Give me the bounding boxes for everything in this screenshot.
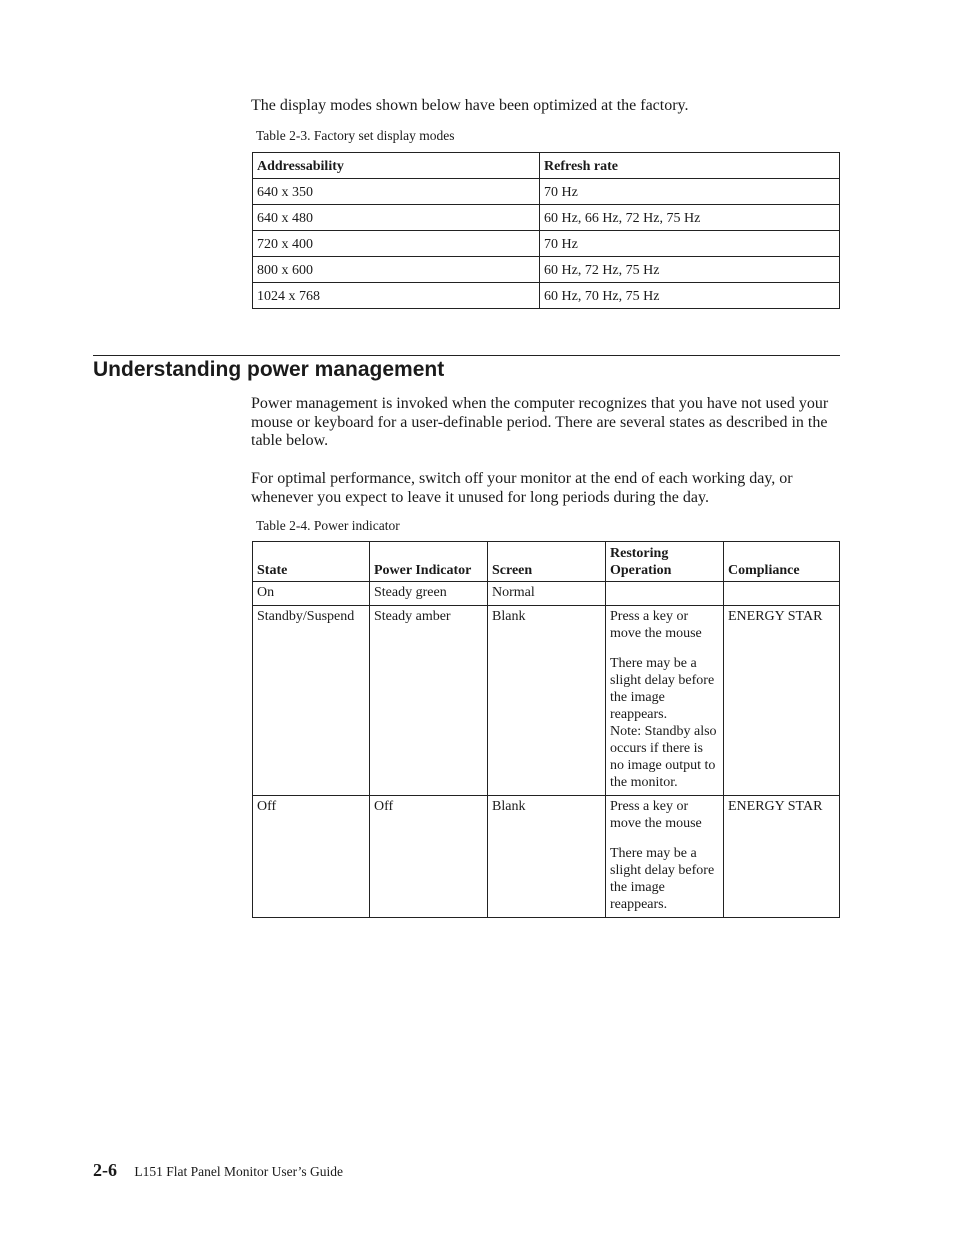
table-cell: 70 Hz xyxy=(540,179,840,205)
table-cell: 800 x 600 xyxy=(253,257,540,283)
table-cell: 720 x 400 xyxy=(253,231,540,257)
state-cell: Standby/Suspend xyxy=(253,606,370,796)
restore-cell xyxy=(606,582,724,606)
table-cell: 60 Hz, 66 Hz, 72 Hz, 75 Hz xyxy=(540,205,840,231)
table-cell: 70 Hz xyxy=(540,231,840,257)
restore-delay-note: There may be a slight delay before the image reappears. xyxy=(610,656,715,722)
table-row xyxy=(253,179,840,205)
table-row xyxy=(253,796,840,918)
intro-text: The display modes shown below have been optimized at the factory. xyxy=(251,97,689,114)
restore-instruction: Press a key or move the mouse xyxy=(610,799,702,831)
table-caption: Table 2-4. Power indicator xyxy=(256,518,400,533)
table-row xyxy=(253,606,840,796)
document-title: L151 Flat Panel Monitor User’s Guide xyxy=(134,1164,343,1179)
column-header: Power Indicator xyxy=(370,542,488,582)
compliance-cell: ENERGY STAR xyxy=(724,606,840,796)
restore-cell xyxy=(606,796,724,918)
table-row xyxy=(253,205,840,231)
indicator-cell: Steady amber xyxy=(370,606,488,796)
table-cell: 1024 x 768 xyxy=(253,283,540,309)
table-row xyxy=(253,231,840,257)
restore-cell xyxy=(606,606,724,796)
indicator-cell: Steady green xyxy=(370,582,488,606)
table-row xyxy=(253,257,840,283)
column-header: Refresh rate xyxy=(540,153,840,179)
display-modes-table xyxy=(252,152,840,309)
column-header: State xyxy=(253,542,370,582)
table-row xyxy=(253,283,840,309)
column-header: Addressability xyxy=(253,153,540,179)
table-cell: 640 x 480 xyxy=(253,205,540,231)
state-cell: On xyxy=(253,582,370,606)
screen-cell: Blank xyxy=(488,606,606,796)
screen-cell: Blank xyxy=(488,796,606,918)
page-number: 2-6 xyxy=(93,1160,117,1180)
table-cell: 60 Hz, 72 Hz, 75 Hz xyxy=(540,257,840,283)
page-footer xyxy=(93,1160,343,1181)
column-header: Screen xyxy=(488,542,606,582)
table-cell: 60 Hz, 70 Hz, 75 Hz xyxy=(540,283,840,309)
screen-cell: Normal xyxy=(488,582,606,606)
table-header-row xyxy=(253,542,840,582)
indicator-cell: Off xyxy=(370,796,488,918)
table-caption: Table 2-3. Factory set display modes xyxy=(256,128,455,143)
section-divider xyxy=(93,355,840,356)
state-cell: Off xyxy=(253,796,370,918)
power-indicator-table xyxy=(252,541,840,918)
restore-delay-note: There may be a slight delay before the image reappears. xyxy=(610,846,715,912)
table-cell: 640 x 350 xyxy=(253,179,540,205)
compliance-cell xyxy=(724,582,840,606)
compliance-cell: ENERGY STAR xyxy=(724,796,840,918)
table-header-row xyxy=(253,153,840,179)
standby-note: Note: Standby also occurs if there is no image output to the monitor. xyxy=(610,724,717,790)
body-paragraph: Power management is invoked when the computer recognizes that you have not used your mouse or keyboard for a user-definable period. There are several states as described in the table below. xyxy=(251,395,829,449)
section-title: Understanding power management xyxy=(93,358,445,381)
column-header: Restoring Operation xyxy=(606,542,724,582)
restore-instruction: Press a key or move the mouse xyxy=(610,609,702,641)
table-row xyxy=(253,582,840,606)
body-paragraph: For optimal performance, switch off your monitor at the end of each working day, or whenever you expect to leave it unused for long periods during the day. xyxy=(251,470,793,506)
column-header: Compliance xyxy=(724,542,840,582)
